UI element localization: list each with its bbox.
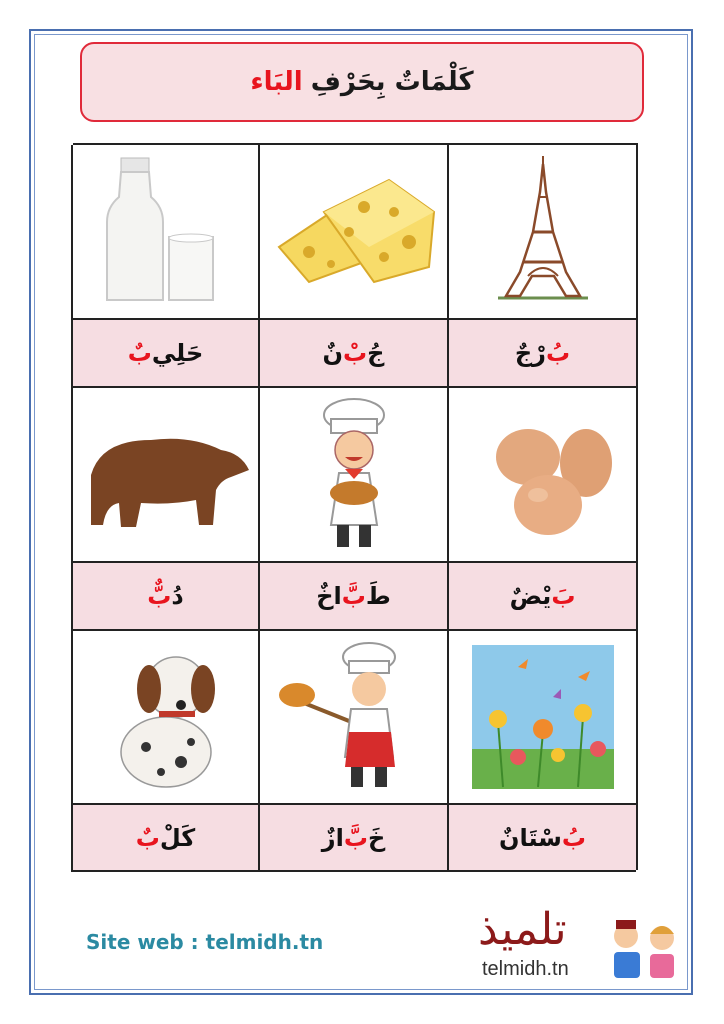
word-cell-bayd [447, 563, 636, 631]
image-cell-tower [447, 145, 636, 320]
word-cell-jubn [258, 320, 447, 388]
image-cell-garden [447, 631, 636, 805]
image-cell-chef [258, 388, 447, 563]
letter-ba: بْ [343, 339, 368, 367]
baker-icon [269, 637, 439, 797]
letter-ba: بٌ [127, 339, 152, 367]
letter-ba: بَّ [343, 823, 368, 852]
milk-bottle-icon [81, 152, 251, 312]
kids-reading-icon [604, 912, 684, 984]
bear-icon [81, 395, 251, 555]
word-prefix: خَ [367, 823, 386, 852]
title-main: كَلْمَاتٌ بِحَرْفِ [310, 67, 474, 97]
image-cell-eggs [447, 388, 636, 563]
garden-icon [458, 637, 628, 797]
letter-ba: بُ [546, 339, 571, 367]
word-suffix: سْتَانٌ [498, 823, 562, 852]
word-cell-halib [71, 320, 258, 388]
footer-site-link[interactable]: Site web : telmidh.tn [86, 930, 324, 954]
chef-icon [269, 395, 439, 555]
word-prefix: حَلِي [151, 339, 204, 367]
image-cell-cheese [258, 145, 447, 320]
image-cell-baker [258, 631, 447, 805]
dog-icon [81, 637, 251, 797]
letter-ba: بَّ [341, 582, 366, 610]
word-cell-kalb [71, 805, 258, 872]
word-cell-tabbakh [258, 563, 447, 631]
page-title [80, 42, 644, 122]
word-suffix: اخٌ [316, 582, 342, 610]
word-cell-burj [447, 320, 636, 388]
eiffel-tower-icon [458, 152, 628, 312]
letter-ba: بٌّ [147, 582, 172, 610]
image-cell-dog [71, 631, 258, 805]
word-suffix: رْجٌ [514, 339, 546, 367]
letter-ba: بُ [561, 823, 587, 852]
word-cell-khabbaz [258, 805, 447, 872]
letter-ba: بٌ [135, 823, 160, 852]
word-cell-dubb [71, 563, 258, 631]
word-suffix: يْضٌ [509, 582, 552, 610]
image-cell-bear [71, 388, 258, 563]
cheese-icon [269, 152, 439, 312]
title-letter: البَاء [250, 67, 303, 97]
word-prefix: كَلْ [159, 823, 196, 852]
word-prefix: دُ [171, 582, 184, 610]
logo-latin: telmidh.tn [482, 958, 569, 980]
word-suffix: ازٌ [321, 823, 344, 852]
image-cell-milk [71, 145, 258, 320]
eggs-icon [458, 395, 628, 555]
word-suffix: نٌ [322, 339, 344, 367]
word-grid [73, 143, 638, 870]
word-prefix: طَ [365, 582, 391, 610]
word-prefix: جُ [367, 339, 385, 367]
logo-arabic: تلميذ [478, 904, 567, 955]
word-cell-bustan [447, 805, 636, 872]
letter-ba: بَ [551, 582, 576, 610]
